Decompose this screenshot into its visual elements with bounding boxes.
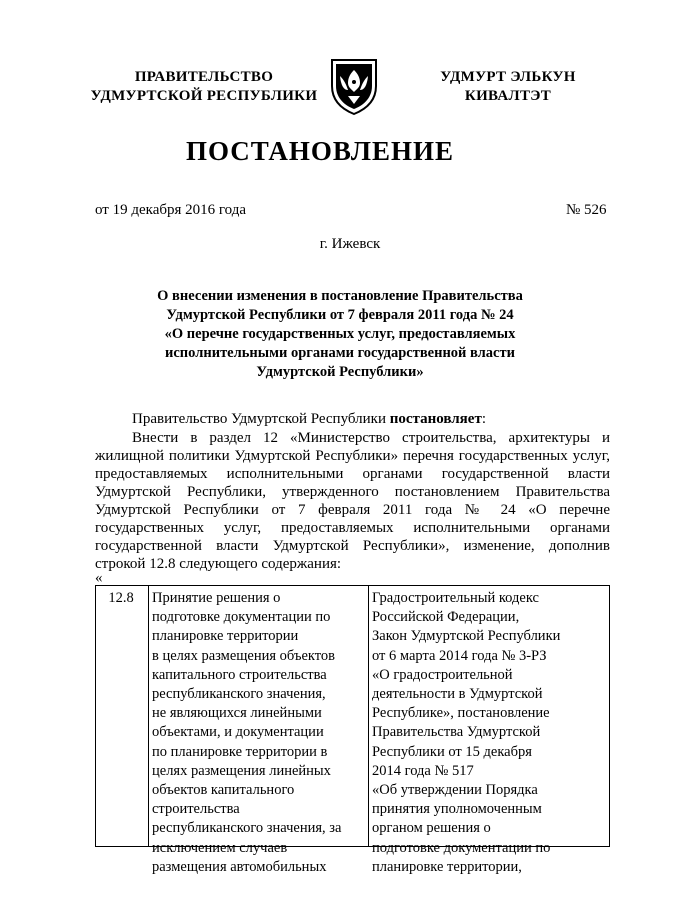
service-line: республиканского значения, bbox=[152, 686, 326, 703]
service-line: планировке территории bbox=[152, 628, 299, 645]
amendment-table bbox=[95, 585, 610, 875]
legal-line: Закон Удмуртской Республики bbox=[372, 628, 561, 645]
government-name-udmurt bbox=[428, 68, 588, 106]
service-line: по планировке территории в bbox=[152, 743, 328, 760]
legal-line: «Об утверждении Порядка bbox=[372, 782, 538, 799]
document-subject bbox=[110, 287, 570, 382]
government-name-udmurt-line-2: КИВАЛТЭТ bbox=[464, 88, 552, 104]
service-line: целях размещения линейных bbox=[152, 762, 331, 779]
legal-line: Республики от 15 декабря bbox=[372, 743, 532, 760]
legal-line: 2014 года № 517 bbox=[372, 762, 474, 779]
subject-line: «О перечне государственных услуг, предоставляемых bbox=[164, 326, 516, 342]
legal-line: Градостроительный кодекс bbox=[372, 590, 539, 606]
service-line: подготовке документации по bbox=[152, 609, 331, 626]
service-line: Принятие решения о bbox=[152, 590, 281, 606]
resolution-text: Внести в раздел 12 «Министерство строительства, архитектуры и жилищной политики Удмуртской Республики» перечня государственных услуг, предоставляемых исполнительными органами государственной власти Удмуртской Республики, утвержденного постановлением Правительства Удмуртской Республики от 7 февраля 2011 года № 24 «О перечне государственных услуг, предоставляемых исполнительными органами государственной власти Удмуртской Республики», изменение, дополнив строкой 12.8 следующего содержания: bbox=[95, 430, 610, 572]
intro-verb: постановляет bbox=[389, 411, 482, 427]
service-line: объектами, и документации bbox=[152, 724, 324, 741]
document-city: г. Ижевск bbox=[319, 236, 381, 252]
service-line: не являющихся линейными bbox=[152, 705, 322, 722]
legal-line: планировке территории, bbox=[372, 858, 522, 875]
government-name-udmurt-line-1: УДМУРТ ЭЛЬКУН bbox=[440, 69, 576, 85]
subject-line: Удмуртской Республики» bbox=[256, 364, 424, 380]
subject-line: Удмуртской Республики от 7 февраля 2011 года № 24 bbox=[166, 307, 514, 323]
legal-line: Республике», постановление bbox=[372, 705, 550, 722]
document-number: № 526 bbox=[566, 202, 607, 218]
legal-line: деятельности в Удмуртской bbox=[372, 686, 543, 703]
document-date: от 19 декабря 2016 года bbox=[95, 202, 247, 218]
intro-prefix: Правительство Удмуртской Республики bbox=[132, 411, 390, 427]
table-legal-basis-cell bbox=[368, 586, 610, 875]
service-line: в целях размещения объектов bbox=[152, 647, 335, 664]
service-line: размещения автомобильных bbox=[152, 858, 327, 875]
subject-line: О внесении изменения в постановление Правительства bbox=[157, 288, 523, 304]
legal-line: «О градостроительной bbox=[372, 666, 513, 683]
service-line: объектов капитального bbox=[152, 782, 295, 799]
service-line: республиканского значения, за bbox=[152, 820, 342, 837]
legal-line: принятия уполномоченным bbox=[372, 801, 542, 818]
legal-line: Российской Федерации, bbox=[372, 609, 520, 626]
table-row-number: 12.8 bbox=[108, 590, 134, 606]
document-title: ПОСТАНОВЛЕНИЕ bbox=[185, 136, 455, 166]
resolution-intro bbox=[95, 410, 610, 428]
service-line: исключением случаев bbox=[152, 839, 288, 856]
legal-line: подготовке документации по bbox=[372, 839, 551, 856]
legal-line: Правительства Удмуртской bbox=[372, 724, 541, 741]
service-line: капитального строительства bbox=[152, 666, 327, 683]
table-service-cell bbox=[148, 586, 367, 875]
government-name-russian bbox=[88, 68, 320, 106]
legal-line: органом решения о bbox=[372, 820, 491, 837]
intro-suffix: : bbox=[481, 411, 486, 427]
subject-line: исполнительными органами государственной власти bbox=[165, 345, 515, 361]
government-name-line-2: УДМУРТСКОЙ РЕСПУБЛИКИ bbox=[90, 88, 318, 104]
service-line: строительства bbox=[152, 801, 240, 818]
udmurt-coat-of-arms-icon bbox=[326, 56, 382, 116]
government-name-line-1: ПРАВИТЕЛЬСТВО bbox=[134, 69, 274, 85]
legal-line: от 6 марта 2014 года № 3-РЗ bbox=[372, 647, 547, 664]
opening-quote: « bbox=[95, 570, 103, 586]
